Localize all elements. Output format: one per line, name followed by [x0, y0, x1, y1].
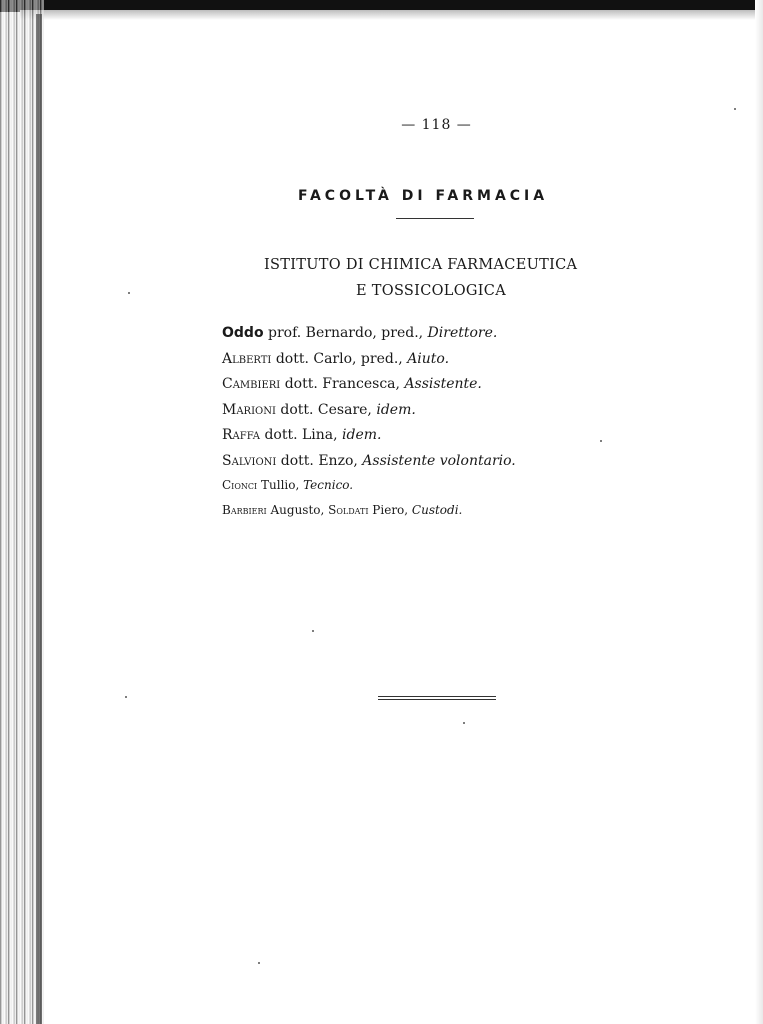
paper-speck — [258, 962, 260, 964]
staff-role: Custodi. — [411, 503, 463, 517]
staff-role: idem. — [342, 427, 382, 443]
institute-title-line-2: E TOSSICOLOGICA — [356, 283, 506, 299]
staff-entry-oddo — [222, 325, 516, 351]
paper-speck — [600, 440, 602, 442]
staff-role: Assistente. — [404, 376, 482, 392]
staff-details: dott. Enzo, — [276, 452, 363, 469]
staff-surname: Salvioni — [222, 452, 277, 469]
staff-role: Direttore. — [427, 325, 498, 341]
paper-speck — [312, 630, 314, 632]
staff-role: Tecnico. — [303, 478, 354, 492]
staff-role: idem. — [376, 401, 416, 418]
staff-entry-salvioni — [222, 453, 516, 479]
scan-left-edge — [36, 14, 42, 1024]
faculty-title: FACOLTÀ DI FARMACIA — [298, 188, 549, 204]
staff-surname: Cambieri — [222, 376, 281, 392]
staff-details: dott. Francesca, — [280, 376, 405, 392]
staff-details: Augusto, — [266, 503, 329, 517]
staff-entry-cionci — [222, 478, 516, 503]
paper-speck — [734, 108, 736, 110]
staff-role: Aiuto. — [407, 350, 450, 367]
page-number: — 118 — — [401, 117, 472, 133]
staff-details: dott. Cesare, — [275, 401, 377, 418]
staff-details: dott. Lina, — [260, 427, 343, 443]
staff-details: dott. Carlo, pred., — [271, 350, 408, 367]
staff-role: Assistente volontario. — [362, 452, 516, 469]
institute-title-line-1: ISTITUTO DI CHIMICA FARMACEUTICA — [264, 257, 578, 273]
scan-top-shadow — [20, 10, 763, 20]
staff-details-second: Piero, — [368, 503, 412, 517]
staff-surname: Alberti — [222, 350, 272, 367]
staff-details: Tullio, — [257, 478, 304, 492]
end-double-rule — [378, 696, 496, 701]
paper-speck — [125, 696, 127, 698]
staff-surname: Raffa — [222, 427, 260, 443]
staff-entry-cambieri — [222, 376, 516, 402]
paper-speck — [463, 722, 465, 724]
staff-surname: Oddo — [222, 325, 264, 341]
staff-surname-second: Soldati — [328, 503, 369, 517]
staff-surname: Barbieri — [222, 503, 267, 517]
scan-right-edge — [755, 0, 763, 1024]
paper-speck — [128, 292, 130, 294]
staff-entry-marioni — [222, 402, 516, 428]
staff-entry-raffa — [222, 427, 516, 453]
title-rule — [396, 218, 474, 219]
staff-details: prof. Bernardo, pred., — [263, 325, 428, 341]
staff-entry-alberti — [222, 351, 516, 377]
staff-entry-barbieri-soldati — [222, 503, 516, 528]
staff-list — [222, 325, 516, 528]
staff-surname: Cionci — [222, 478, 258, 492]
staff-surname: Marioni — [222, 401, 276, 418]
